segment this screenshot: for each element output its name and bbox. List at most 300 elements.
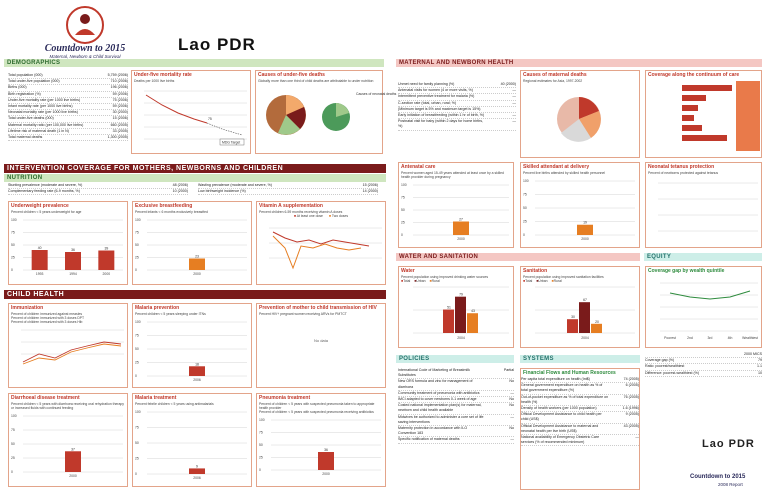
chart-bar	[567, 319, 578, 333]
section-intervention: INTERVENTION COVERAGE FOR MOTHERS, NEWBORNS AND CHILDREN	[4, 164, 386, 173]
maternal-rows-value	[486, 107, 516, 112]
demographics-label: Total maternal deaths	[8, 135, 43, 140]
pmtct-subtitle: Percent HIV+ pregnant women receiving ARVs for PMTCT	[259, 312, 347, 316]
nutrition-rows-label: Wasting prevalence (moderate and severe, %)	[198, 183, 272, 187]
equity-category-label: 3rd	[707, 336, 713, 340]
u5deaths-legend-title: Causes of neonatal deaths	[356, 92, 397, 96]
pmtct-title: Prevention of mother to child transmission of HIV	[259, 305, 377, 311]
skilled-chart	[521, 175, 639, 245]
chart-bar	[65, 451, 81, 472]
category-label: 2000	[102, 272, 111, 276]
u5mr-value-label: 75	[208, 117, 212, 121]
u5mr-target-label: MDG Target	[222, 140, 241, 145]
equity-title: Coverage gap by wealth quintile	[648, 268, 725, 274]
category-label: 2000	[322, 472, 330, 476]
u5deaths-title: Causes of under-five deaths	[258, 72, 325, 78]
bar-value-label: 18	[195, 362, 199, 367]
axis-tick-label: 25	[523, 219, 527, 224]
chart-bar	[189, 468, 205, 474]
axis-tick-label: 100	[11, 218, 17, 222]
maternal-rows-label: Postnatal visit for baby (within 2 days for home births, %)	[398, 119, 484, 129]
systems-panel	[520, 368, 640, 490]
section-child: CHILD HEALTH	[4, 290, 386, 299]
nutrition-rows-label: Low birthweight incidence (%)	[198, 189, 246, 194]
logo	[30, 5, 140, 60]
sanitation-legend-urban: ■Urban	[536, 279, 548, 283]
maternal-causes-panel	[520, 70, 640, 158]
vitamin-a-chart	[257, 218, 385, 278]
underweight-panel	[8, 201, 128, 285]
chart-bar	[189, 259, 205, 271]
demographics-value: 5,759 (2006)	[107, 73, 128, 77]
axis-tick-label: 50	[259, 443, 263, 447]
footer-country: Lao PDR	[702, 438, 755, 450]
axis-tick-label: 25	[259, 455, 263, 460]
policies-label: International Code of Marketing of Breastmilk Substitutes	[398, 368, 470, 378]
nutrition-rows-value: 15 (2006)	[362, 183, 378, 187]
category-label: 1994	[69, 272, 77, 276]
policies-value: No	[509, 403, 514, 408]
malaria-treat-title: Malaria treatment	[135, 395, 177, 401]
policies-row	[398, 415, 514, 426]
continuum-bar	[682, 85, 732, 91]
water-subtitle: Percent population using improved drinking water sources	[401, 275, 489, 279]
systems-label: National availability of Emergency Obstetric Care services (% of recommended minimum)	[521, 435, 600, 445]
immunization-panel	[8, 303, 128, 388]
systems-value: 76 (2005)	[623, 394, 639, 399]
chart-bar	[189, 366, 205, 376]
policies-row	[398, 379, 514, 390]
systems-label: Out-of-pocket expenditure as % of total expenditure on health (%)	[521, 394, 609, 404]
axis-tick-label: 100	[523, 179, 529, 183]
malaria-treat-panel	[132, 393, 252, 487]
maternal-rows-value: —	[512, 113, 516, 118]
policies-value: —	[510, 414, 514, 419]
underweight-subtitle: Percent children < 5 years underweight for age	[11, 210, 82, 214]
equity-chart	[646, 275, 761, 347]
nutrition-rows-row	[8, 189, 188, 195]
antenatal-chart	[399, 179, 513, 245]
policies-row	[398, 368, 514, 379]
u5deaths-subtitle: Globally more than one third of child deaths are attributable to under nutrition	[258, 79, 374, 83]
logo-emblem-icon	[65, 5, 105, 45]
water-legend-rural: ■Rural	[429, 279, 440, 283]
bar-value-label: 51	[447, 305, 451, 310]
chart-bar	[32, 250, 48, 270]
pneumonia-title: Pneumonia treatment	[259, 395, 311, 401]
maternal-rows-row	[398, 119, 516, 130]
logo-title: Countdown to 2015	[44, 43, 126, 54]
demographics-list	[8, 73, 128, 141]
equity-table-value: 79	[758, 358, 762, 363]
axis-tick-label: 50	[401, 208, 405, 212]
axis-tick-label: 0	[135, 268, 137, 272]
policies-value: No	[509, 397, 514, 402]
demographics-value: 30 (2000)	[112, 110, 128, 115]
equity-table	[645, 352, 762, 377]
continuum-bar	[682, 135, 727, 141]
breastfeeding-subtitle: Percent infants < 6 months exclusively breastfed	[135, 210, 208, 214]
systems-value: 9 (2005)	[625, 412, 639, 417]
bar-value-label: 27	[459, 217, 463, 222]
diarrhoea-title: Diarrhoeal disease treatment	[11, 395, 80, 401]
demographics-row	[8, 135, 128, 141]
axis-tick-label: 100	[401, 183, 407, 187]
systems-row	[521, 435, 639, 446]
demographics-value: 660 (2005)	[110, 122, 128, 127]
pneumonia-legend-2: Percent of children < 5 years with suspected pneumonia receiving antibiotics	[259, 410, 374, 414]
axis-tick-label: 75	[135, 230, 139, 235]
maternal-rows-value: —	[512, 100, 516, 105]
underweight-title: Underweight prevalence	[11, 203, 69, 209]
demographics-label: Neonatal mortality rate (per 1000 live births)	[8, 110, 78, 115]
footer-report: 2008 Report	[718, 482, 743, 487]
water-panel	[398, 266, 514, 348]
pneumonia-chart	[257, 414, 385, 480]
demographics-label: Maternal mortality ratio (per 100,000 live births)	[8, 122, 84, 127]
section-maternal: MATERNAL AND NEWBORN HEALTH	[396, 59, 762, 67]
category-label: 1993	[35, 272, 44, 276]
bar-value-label: 36	[71, 248, 75, 252]
equity-panel	[645, 266, 762, 348]
bar-value-label: 79	[459, 292, 463, 297]
antenatal-title: Antenatal care	[401, 164, 436, 170]
equity-category-label: 4th	[727, 336, 733, 340]
category-label: 2004	[581, 336, 589, 340]
category-label: 2006	[193, 476, 201, 480]
demographics-value: 59 (2006)	[112, 104, 128, 109]
antenatal-panel	[398, 162, 514, 248]
underweight-chart	[9, 214, 127, 280]
chart-bar	[65, 252, 81, 270]
bar-value-label: 30	[571, 315, 575, 320]
bar-value-label: 39	[104, 246, 109, 251]
malaria-prev-panel	[132, 303, 252, 388]
section-systems: SYSTEMS	[520, 355, 640, 363]
bar-value-label: 40	[37, 246, 42, 250]
immunization-title: Immunization	[11, 305, 44, 311]
demographics-value: 710 (2006)	[110, 79, 128, 84]
chart-bar	[453, 222, 469, 236]
skilled-title: Skilled attendant at delivery	[523, 164, 590, 170]
country-title: Lao PDR	[178, 35, 256, 54]
demographics-label: Under-five mortality rate (per 1000 live births)	[8, 97, 81, 102]
systems-label: Official Development Assistance to child health per child (US$)	[521, 412, 602, 422]
water-title: Water	[401, 268, 415, 274]
malaria-prev-chart	[133, 316, 251, 386]
malaria-prev-title: Malaria prevention	[135, 305, 180, 311]
continuum-bar	[682, 95, 706, 101]
pmtct-no-data: No data	[313, 338, 328, 343]
bar-value-label: 43	[471, 309, 475, 314]
axis-tick-label: 50	[135, 441, 139, 445]
maternal-rows-value: —	[512, 94, 516, 99]
sanitation-legend-total: ■Total	[523, 279, 533, 283]
axis-tick-label: 50	[135, 243, 139, 247]
systems-label: General government expenditure on health as % of total government expenditure (%)	[521, 383, 603, 393]
axis-tick-label: 25	[135, 255, 139, 260]
policies-label: New ORS formula and zinc for management of diarrhoea	[398, 379, 473, 389]
axis-tick-label: 75	[11, 230, 15, 235]
axis-tick-label: 50	[11, 442, 15, 446]
systems-row	[521, 424, 639, 435]
bar-value-label: 67	[583, 298, 587, 303]
demographics-label: Total under-five population (000)	[8, 79, 60, 84]
u5mr-chart	[132, 83, 250, 151]
demographics-label: Total under-five deaths (000)	[8, 116, 54, 121]
axis-tick-label: 0	[523, 233, 525, 237]
u5deaths-panel	[255, 70, 397, 154]
systems-value: 74 (2005)	[623, 377, 639, 381]
policies-row	[398, 403, 514, 414]
demographics-value: 196 (2006)	[110, 85, 128, 90]
axis-tick-label: 75	[11, 428, 15, 432]
demographics-label: Total population (000)	[8, 73, 43, 77]
vitamin-a-panel	[256, 201, 386, 285]
malaria-treat-subtitle: Percent febrile children < 5 years using antimalarials	[135, 402, 214, 406]
tetanus-subtitle: Percent of newborns protected against tetanus	[648, 171, 719, 175]
policies-label: IMCI adapted to cover newborns 0-1 week of age	[398, 397, 477, 402]
u5deaths-chart	[256, 83, 397, 149]
axis-tick-label: 0	[11, 470, 13, 474]
malaria-treat-chart	[133, 406, 251, 484]
axis-tick-label: 100	[135, 410, 141, 414]
section-water: WATER AND SANITATION	[396, 253, 640, 261]
equity-category-label: 2nd	[687, 336, 693, 340]
equity-table-label: Ratio: poorest/wealthiest	[645, 364, 685, 369]
systems-value: 6 (2005)	[625, 383, 639, 388]
nutrition-rows-value: 10 (2000)	[172, 189, 188, 194]
maternal-rows-label: Unmet need for family planning (%)	[398, 82, 455, 86]
systems-value: 43 (2005)	[623, 423, 639, 428]
equity-category-label: Poorest	[664, 336, 676, 340]
axis-tick-label: 25	[135, 456, 139, 461]
antenatal-subtitle: Percent women aged 15-49 years attended at least once by a skilled health provider during pregnancy	[401, 171, 504, 179]
maternal-causes-chart	[521, 83, 639, 155]
equity-table-row	[645, 371, 762, 377]
section-demographics: DEMOGRAPHICS	[4, 59, 384, 67]
demographics-label: Birth registration (%)	[8, 91, 41, 96]
policies-label: Costed national implementation plan(s) for maternal, newborn and child health available	[398, 403, 482, 413]
policies-label: Maternity protection in accordance with ILO Convention 183	[398, 426, 468, 436]
chart-bar	[98, 251, 114, 271]
nutrition-rows-value: 14 (2000)	[362, 189, 378, 194]
sanitation-chart	[521, 283, 639, 341]
nutrition-rows-value: 48 (2006)	[172, 183, 188, 187]
axis-tick-label: 0	[259, 468, 261, 472]
section-nutrition: NUTRITION	[4, 174, 386, 182]
u5mr-title: Under-five mortality rate	[134, 72, 192, 78]
demographics-label: Infant mortality rate (per 1000 live births)	[8, 104, 73, 109]
tetanus-panel	[645, 162, 762, 248]
water-legend-total: ■Total	[401, 279, 411, 283]
axis-tick-label: 25	[11, 456, 15, 460]
axis-tick-label: 0	[135, 472, 137, 476]
maternal-rows-label: C-section rate (total, urban, rural; %)	[398, 100, 457, 105]
axis-tick-label: 25	[401, 220, 405, 225]
continuum-chart	[646, 79, 761, 157]
breastfeeding-chart	[133, 214, 251, 280]
maternal-rows-label: Antenatal visits for women (4 or more visits, %)	[398, 88, 473, 93]
maternal-causes-subtitle: Regional estimates for Asia, 1997-2002	[523, 79, 583, 83]
axis-tick-label: 50	[135, 347, 139, 351]
pneumonia-panel	[256, 393, 386, 487]
policies-value: —	[510, 437, 514, 442]
water-legend-urban: ■Urban	[414, 279, 426, 283]
u5mr-subtitle: Deaths per 1000 live births	[134, 79, 175, 83]
skilled-subtitle: Percent live births attended by skilled health personnel	[523, 171, 605, 175]
category-label: 2004	[457, 336, 465, 340]
policies-value: No	[509, 426, 514, 431]
demographics-value: 75 (2006)	[112, 97, 128, 102]
sanitation-panel	[520, 266, 640, 348]
policies-row	[398, 437, 514, 443]
axis-tick-label: 75	[135, 333, 139, 338]
policies-label: Specific notification of maternal deaths	[398, 437, 460, 442]
maternal-rows-value: —	[512, 119, 516, 124]
systems-value: —	[635, 435, 639, 440]
vitamin-a-legend-two: ■ Two doses	[328, 214, 349, 218]
sanitation-legend-rural: ■Rural	[551, 279, 562, 283]
maternal-list	[398, 82, 516, 131]
continuum-title: Coverage along the continuum of care	[648, 72, 740, 78]
section-equity: EQUITY	[644, 253, 762, 261]
chart-bar	[443, 310, 454, 333]
policies-value: No	[509, 379, 514, 384]
policies-value: —	[510, 390, 514, 395]
bar-value-label: 20	[595, 319, 599, 324]
bar-value-label: 37	[71, 447, 75, 452]
logo-subtitle: Maternal, Newborn & Child Survival	[49, 54, 121, 59]
breastfeeding-panel	[132, 201, 252, 285]
equity-table-value: 10	[758, 370, 762, 375]
equity-table-value: 1.1	[757, 364, 762, 369]
breastfeeding-title: Exclusive breastfeeding	[135, 203, 193, 209]
maternal-rows-label: Intermittent preventive treatment for malaria (%)	[398, 94, 475, 99]
immunization-chart	[9, 324, 127, 374]
maternal-rows-value: 40 (2000)	[500, 82, 516, 86]
axis-tick-label: 75	[523, 192, 527, 197]
diarrhoea-panel	[8, 393, 128, 487]
axis-tick-label: 75	[135, 425, 139, 430]
systems-label: Density of health workers (per 1000 population)	[521, 406, 597, 411]
bar-value-label: 36	[324, 448, 328, 452]
demographics-label: Lifetime risk of maternal death (1 in N)	[8, 128, 69, 133]
category-label: 2006	[193, 378, 201, 382]
demographics-value: 59 (2006)	[112, 91, 128, 96]
pmtct-panel	[256, 303, 386, 388]
equity-category-label: Wealthiest	[742, 336, 758, 340]
diarrhoea-subtitle: Percent children < 5 years with diarrhoea receiving oral rehydration therapy or increased fluids with continued feeding	[11, 402, 124, 410]
category-label: 2000	[69, 474, 77, 478]
policies-row	[398, 426, 514, 437]
maternal-causes-title: Causes of maternal deaths	[523, 72, 587, 78]
bar-value-label: 23	[195, 254, 199, 259]
systems-row	[521, 383, 639, 394]
skilled-panel	[520, 162, 640, 248]
nutrition-rows-row	[198, 189, 378, 195]
continuum-stage-band	[736, 81, 760, 151]
category-label: 2000	[193, 272, 201, 276]
axis-tick-label: 0	[135, 374, 137, 378]
bar-value-label: 19	[583, 220, 587, 225]
sanitation-title: Sanitation	[523, 268, 548, 274]
maternal-rows-value: —	[512, 88, 516, 93]
systems-value: 1.6 (1996)	[622, 406, 639, 411]
chart-bar	[318, 452, 334, 470]
continuum-bar	[682, 125, 702, 131]
sanitation-subtitle: Percent population using improved sanitation facilities	[523, 275, 604, 279]
axis-tick-label: 75	[401, 195, 405, 200]
pneumonia-legend-1: Percent of children < 5 years with suspected pneumonia taken to appropriate health provider	[259, 402, 375, 410]
systems-row	[521, 412, 639, 423]
maternal-rows-label: Early initiation of breastfeeding (within 1 hr of birth, %)	[398, 113, 485, 118]
tetanus-chart	[646, 175, 761, 245]
continuum-bar	[682, 105, 698, 111]
category-label: 2000	[457, 237, 465, 241]
vitamin-a-title: Vitamin A supplementation	[259, 203, 323, 209]
vitamin-a-subtitle: Percent children 6-59 months receiving vitamin A doses	[259, 210, 343, 214]
immunization-legend-1: Percent of children immunized against measles	[11, 312, 83, 316]
axis-tick-label: 50	[523, 206, 527, 210]
systems-label: Official Development Assistance to maternal and neonatal health per live birth (US$)	[521, 423, 599, 433]
maternal-rows-label: (Minimum target is 5% and maximum target is 15%)	[398, 106, 481, 111]
axis-tick-label: 50	[11, 243, 15, 247]
vitamin-a-line-one	[273, 232, 369, 246]
axis-tick-label: 0	[401, 233, 403, 237]
immunization-legend-3: Percent of children immunized with 3 doses Hib	[11, 320, 83, 324]
chart-bar	[455, 297, 466, 333]
vitamin-a-line-two	[273, 236, 361, 268]
equity-table-label: Coverage gap (%)	[645, 358, 675, 363]
section-policies: POLICIES	[396, 355, 514, 363]
demographics-label: Births (000)	[8, 85, 27, 90]
water-chart	[399, 283, 513, 341]
systems-title: Financial Flows and Human Resources	[523, 370, 616, 376]
u5mr-trend-line	[146, 95, 207, 123]
demographics-value: 15 (2006)	[112, 116, 128, 121]
policies-label: Midwives be authorized to administer a core set of life saving interventions	[398, 414, 484, 424]
systems-table	[521, 377, 639, 446]
nutrition-rows-label: Stunting prevalence (moderate and severe, %)	[8, 183, 83, 187]
axis-tick-label: 25	[11, 255, 15, 260]
policies-label: Community treatment of pneumonia with antibiotics	[398, 390, 480, 395]
immunization-legend-2: Percent of children immunized with 3 doses DPT	[11, 316, 85, 320]
bar-value-label: 9	[196, 464, 198, 469]
demographics-value: 1,300 (2005)	[107, 135, 128, 140]
axis-tick-label: 100	[11, 414, 17, 418]
malaria-prev-subtitle: Percent children < 5 years sleeping under ITNs	[135, 312, 206, 316]
u5mr-target-line	[207, 123, 242, 135]
policies-table	[398, 368, 514, 444]
equity-table-head-label: 2000 MICS	[744, 352, 762, 356]
axis-tick-label: 0	[11, 268, 13, 272]
axis-tick-label: 75	[259, 430, 263, 435]
policies-value: Partial	[503, 368, 514, 372]
vitamin-a-legend-one: ■ At least one dose	[293, 214, 323, 218]
category-label: 2000	[581, 237, 589, 241]
systems-row	[521, 395, 639, 406]
nutrition-rows-label: Complementary feeding rate (6-9 months, %)	[8, 189, 80, 194]
chart-bar	[467, 313, 478, 333]
tetanus-title: Neonatal tetanus protection	[648, 164, 715, 170]
equity-table-label: Difference: poorest-wealthiest (%)	[645, 370, 700, 375]
chart-bar	[591, 324, 602, 333]
footer-title: Countdown to 2015	[690, 474, 746, 480]
systems-label: Per capita total expenditure on health (Int$)	[521, 377, 590, 381]
continuum-bar	[682, 115, 694, 121]
axis-tick-label: 100	[135, 320, 141, 324]
